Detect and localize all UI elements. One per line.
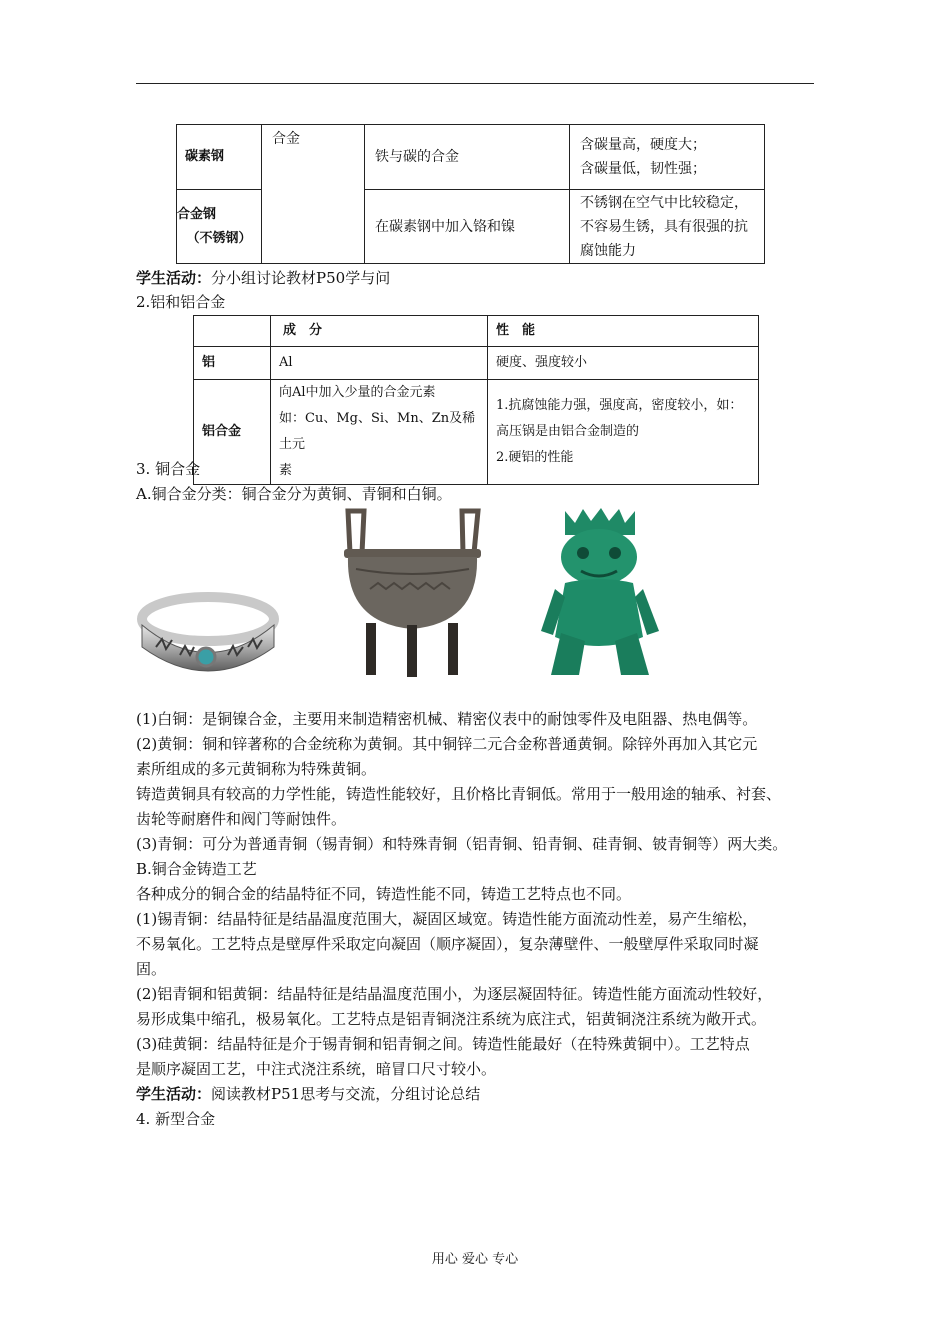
table-cell-name: 铝 <box>194 347 271 380</box>
text-line: 1.抗腐蚀能力强，强度高，密度较小，如： <box>496 398 743 413</box>
table-cell-name <box>177 190 262 264</box>
section-heading-copper: 3. 铜合金 <box>136 460 201 478</box>
heading-casting-process <box>136 857 826 882</box>
table-row <box>194 347 759 380</box>
table-cell-properties <box>570 190 765 264</box>
white-copper-ring-image <box>136 585 280 681</box>
section-heading-aluminum: 2.铝和铝合金 <box>136 293 226 311</box>
table-cell-properties <box>488 380 759 485</box>
table-cell-category: 合金 <box>262 125 365 264</box>
activity-text: 阅读教材P51思考与交流，分组讨论总结 <box>211 1085 481 1103</box>
text-line: (1)锡青铜：结晶特征是结晶温度范围大，凝固区域宽。铸造性能方面流动性差，易产生缩松， <box>136 910 758 928</box>
text-line: (3)硅黄铜：结晶特征是介于锡青铜和铝青铜之间。铸造性能最好（在特殊黄铜中）。工艺特点 <box>136 1035 750 1053</box>
activity-text: 分小组讨论教材P50学与问 <box>211 269 391 287</box>
student-activity-1 <box>136 266 390 290</box>
text-line: 不锈钢在空气中比较稳定， <box>580 194 748 211</box>
table-cell-properties: 硬度、强度较小 <box>488 347 759 380</box>
text-line: 铸造黄铜具有较高的力学性能，铸造性能较好，且价格比青铜低。常用于一般用途的轴承、衬套、 <box>136 785 782 803</box>
text-line: 腐蚀能力 <box>580 242 636 259</box>
header-rule <box>136 83 814 84</box>
bronze-ding-vessel-image <box>340 505 485 680</box>
text-line: 齿轮等耐磨件和阀门等耐蚀件。 <box>136 810 347 828</box>
text-line: （不锈钢） <box>186 230 252 246</box>
text-line: 合金钢 <box>177 206 217 222</box>
text-line: (2)铝青铜和铝黄铜：结晶特征是结晶温度范围小，为逐层凝固特征。铸造性能方面流动性较好， <box>136 985 773 1003</box>
table-row <box>177 125 765 190</box>
table-header-properties: 性 能 <box>488 316 759 347</box>
text-line: 固。 <box>136 960 167 978</box>
text-line: 2.硬铝的性能 <box>496 450 574 465</box>
paragraph-casting-intro <box>136 882 826 907</box>
text-line: (1)白铜：是铜镍合金，主要用来制造精密机械、精密仪表中的耐蚀零件及电阻器、热电偶等。 <box>136 710 758 728</box>
green-bronze-figure-image <box>535 505 665 680</box>
table-header-composition: 成 分 <box>271 316 488 347</box>
aluminum-table <box>193 315 759 485</box>
table-cell-name: 铝合金 <box>194 380 271 485</box>
text-line: 含碳量低，韧性强； <box>580 161 706 177</box>
text-line: 向Al中加入少量的合金元素 <box>279 385 436 400</box>
text-line: 各种成分的铜合金的结晶特征不同，铸造性能不同，铸造工艺特点也不同。 <box>136 885 632 903</box>
table-row <box>194 380 759 485</box>
text-line: 高压锅是由铝合金制造的 <box>496 424 640 439</box>
table-header-row <box>194 316 759 347</box>
text-line: 是顺序凝固工艺，中注式浇注系统，暗冒口尺寸较小。 <box>136 1060 497 1078</box>
text-line: B.铜合金铸造工艺 <box>136 860 257 878</box>
paragraph-tin-bronze <box>136 907 826 982</box>
copper-paragraphs <box>136 707 826 1132</box>
page-footer: 用心 爱心 专心 <box>431 1252 519 1267</box>
paragraph-bronze <box>136 832 826 857</box>
text-line: 素 <box>279 463 293 478</box>
text-line: 含碳量高，硬度大； <box>580 137 706 153</box>
table-cell-composition: 铁与碳的合金 <box>365 125 570 190</box>
activity-label: 学生活动： <box>136 269 212 287</box>
table-cell-properties <box>570 125 765 190</box>
student-activity-2 <box>136 1082 826 1107</box>
text-line: 不容易生锈，具有很强的抗 <box>580 218 748 235</box>
text-line: 如：Cu、Mg、Si、Mn、Zn及稀土元 <box>279 411 476 452</box>
paragraph-silicon-brass <box>136 1032 826 1082</box>
table-cell-composition <box>271 380 488 485</box>
text-line: 素所组成的多元黄铜称为特殊黄铜。 <box>136 760 377 778</box>
table-cell-composition: 在碳素钢中加入铬和镍 <box>365 190 570 264</box>
table-cell-composition: Al <box>271 347 488 380</box>
paragraph-cast-brass <box>136 782 826 832</box>
text-line: 不易氧化。工艺特点是壁厚件采取定向凝固（顺序凝固），复杂薄壁件、一般壁厚件采取同时凝 <box>136 935 759 953</box>
paragraph-white-copper <box>136 707 826 732</box>
activity-label: 学生活动： <box>136 1085 212 1103</box>
table-header-empty <box>194 316 271 347</box>
paragraph-brass <box>136 732 826 782</box>
steel-table <box>176 124 765 264</box>
paragraph-aluminum-bronze <box>136 982 826 1032</box>
section-heading-new-alloys: 4. 新型合金 <box>136 1110 216 1128</box>
text-line: (3)青铜：可分为普通青铜（锡青铜）和特殊青铜（铝青铜、铅青铜、硅青铜、铍青铜等）两大类。 <box>136 835 788 853</box>
copper-classification: A.铜合金分类：铜合金分为黄铜、青铜和白铜。 <box>136 485 452 503</box>
text-line: 易形成集中缩孔，极易氧化。工艺特点是铝青铜浇注系统为底注式，铝黄铜浇注系统为敞开式。 <box>136 1010 767 1028</box>
table-cell-name: 碳素钢 <box>177 125 262 190</box>
text-line: (2)黄铜：铜和锌著称的合金统称为黄铜。其中铜锌二元合金称普通黄铜。除锌外再加入其它元 <box>136 735 758 753</box>
